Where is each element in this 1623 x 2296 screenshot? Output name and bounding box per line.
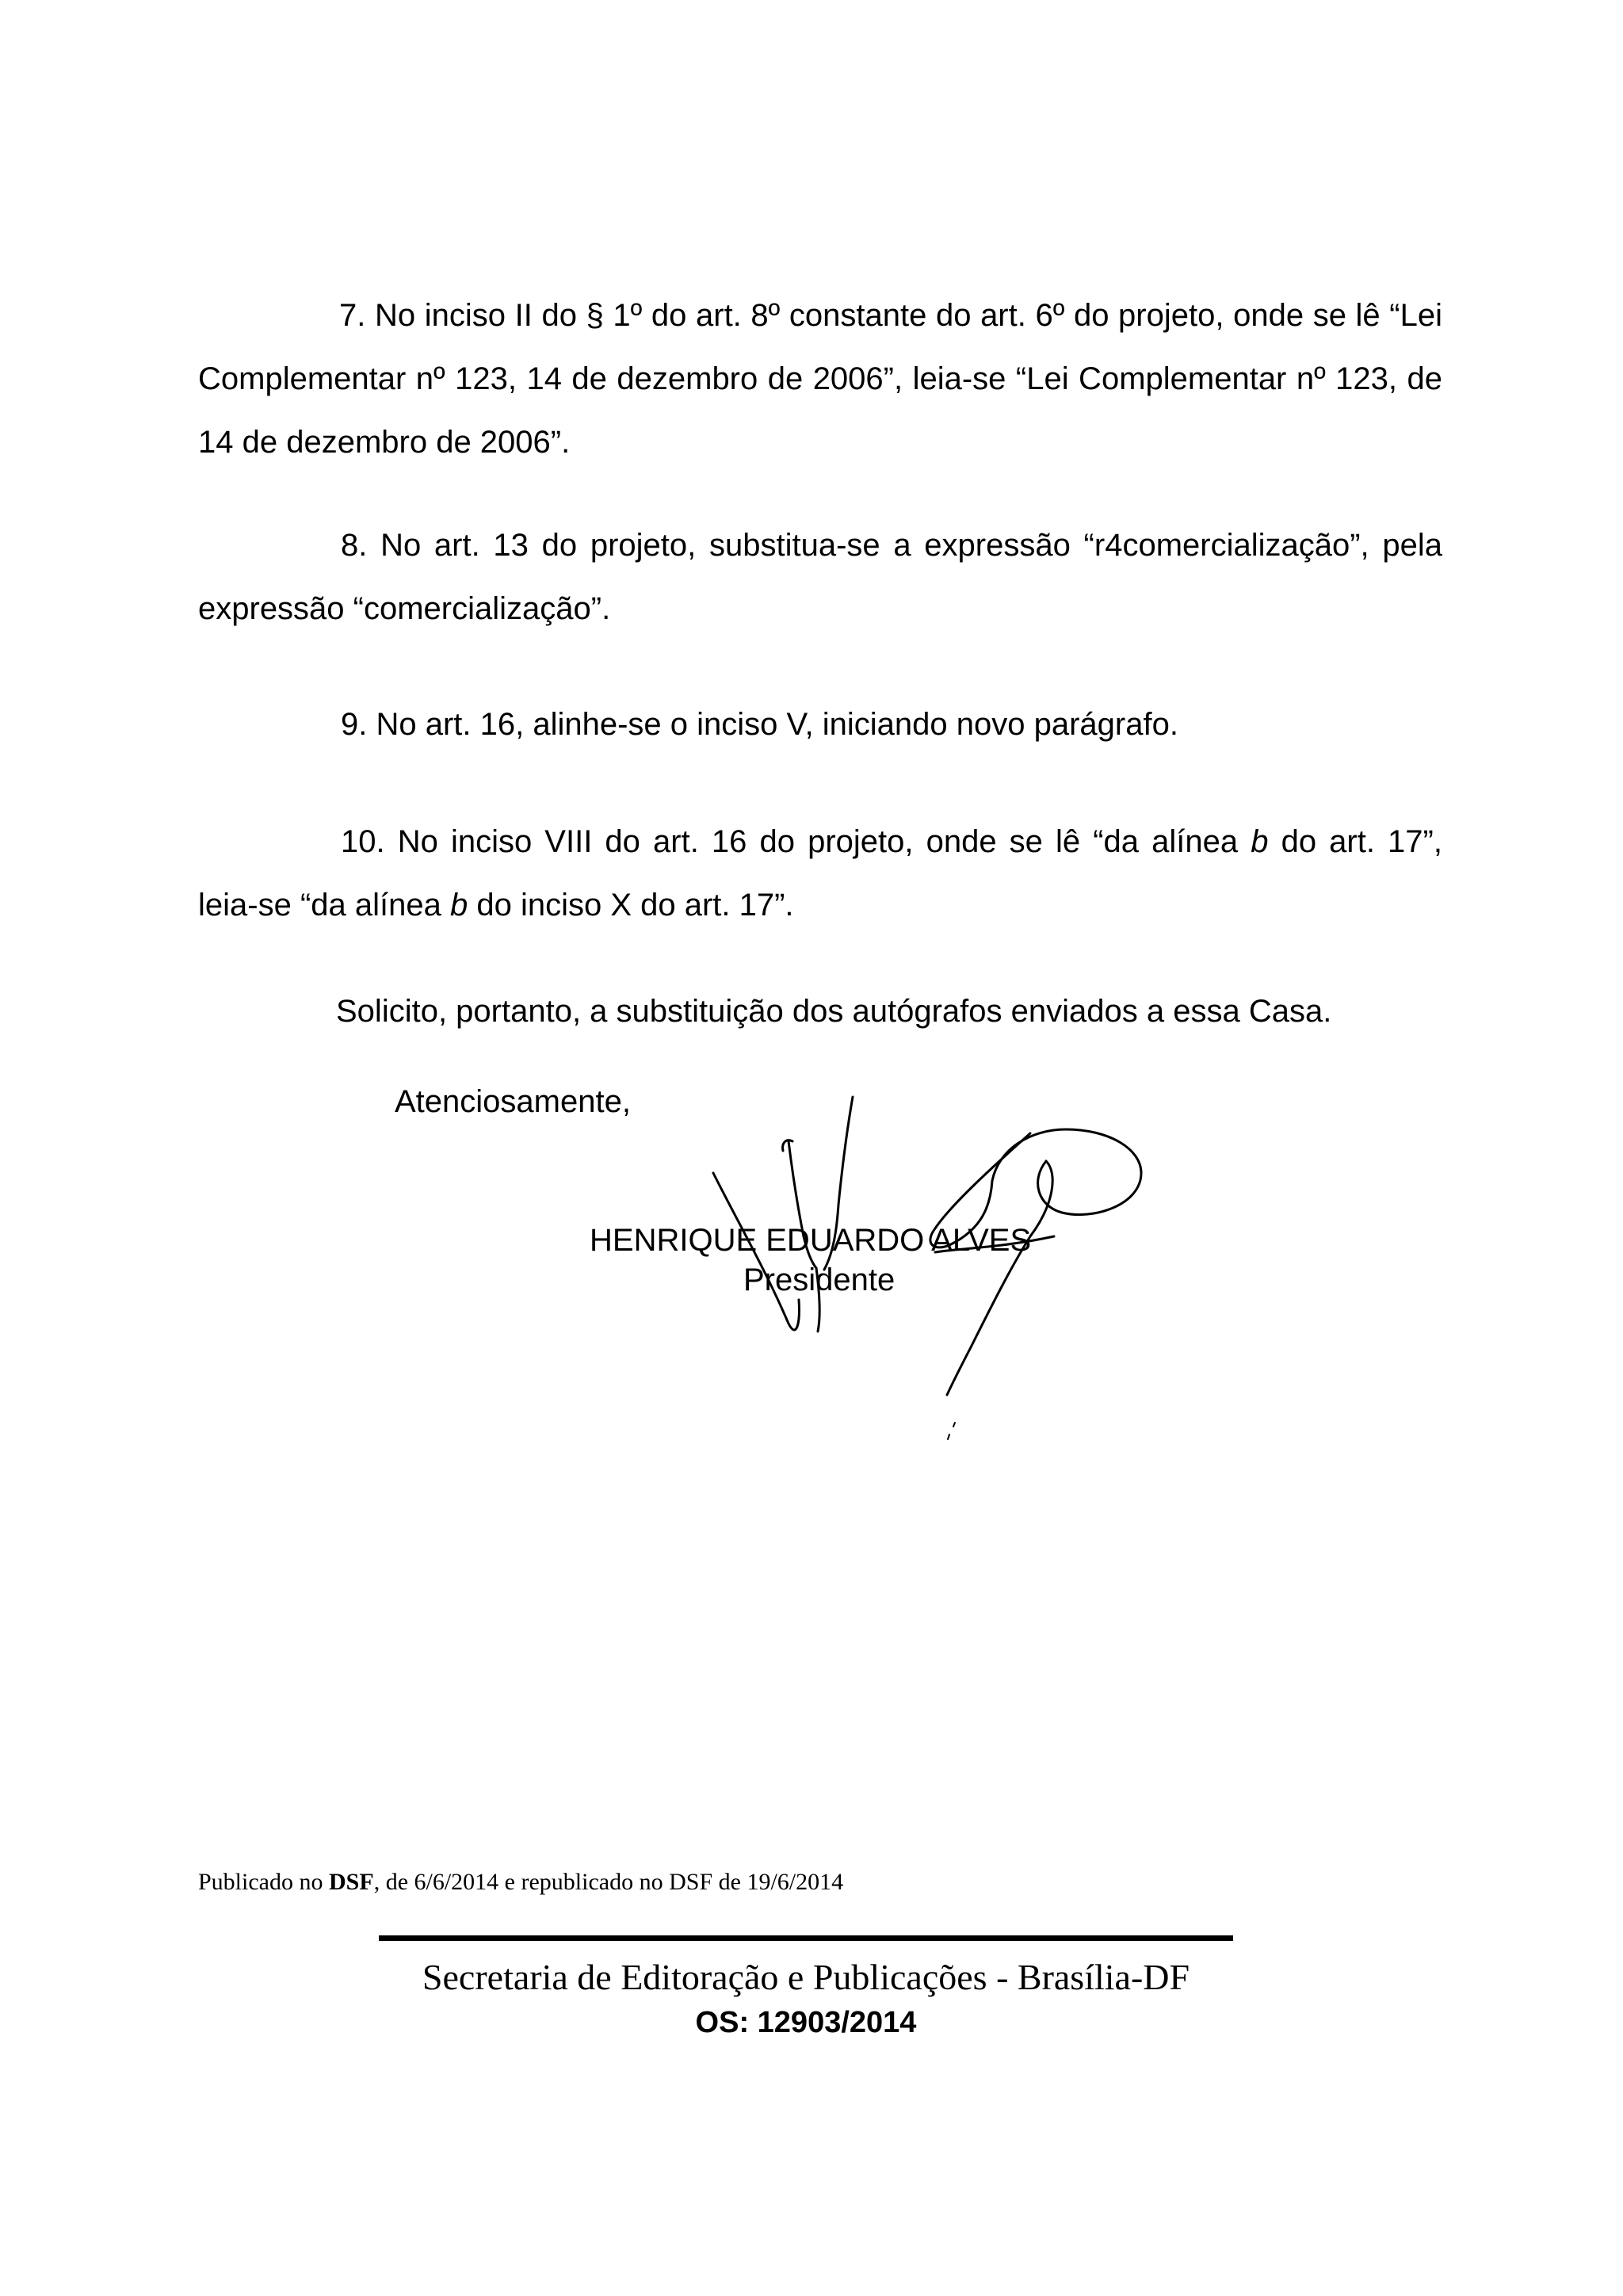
item-7	[198, 284, 1442, 474]
item-8-text: No art. 13 do projeto, substitua-se a expressão “r4comercialização”, pela expressão “comercialização”.	[198, 528, 1442, 626]
closing: Atenciosamente,	[395, 1084, 631, 1119]
handwritten-signature	[697, 1086, 1157, 1450]
item-10	[198, 810, 1442, 937]
footer-divider	[379, 1935, 1233, 1941]
item-10-text-c: do inciso X do art. 17”.	[468, 888, 794, 923]
publication-dsf: DSF	[329, 1869, 374, 1895]
request-text: Solicito, portanto, a substituição dos autógrafos enviados a essa Casa.	[336, 994, 1332, 1029]
item-8	[198, 514, 1442, 640]
item-10-emphasis-a: b	[1251, 824, 1269, 859]
item-10-text	[198, 824, 1442, 923]
secretariat-line: Secretaria de Editoração e Publicações - Brasília-DF	[422, 1957, 1190, 1997]
item-9-text: No art. 16, alinhe-se o inciso V, iniciando novo parágrafo.	[376, 707, 1178, 742]
publication-note	[198, 1866, 843, 1898]
item-9	[198, 693, 1442, 756]
item-7-number: 7.	[339, 298, 366, 333]
signatory-role: Presidente	[743, 1263, 896, 1297]
item-10-number: 10.	[341, 824, 385, 859]
item-8-number: 8.	[341, 528, 368, 563]
os-number: OS: 12903/2014	[695, 2006, 917, 2039]
item-10-emphasis-b: b	[449, 888, 468, 923]
signatory-name: HENRIQUE EDUARDO ALVES	[590, 1223, 1032, 1258]
publication-dates: , de 6/6/2014 e republicado no DSF de 19/6/2014	[373, 1869, 844, 1895]
publication-prefix: Publicado no	[198, 1869, 329, 1895]
request-paragraph	[198, 980, 1442, 1043]
item-7-text: No inciso II do § 1º do art. 8º constante do art. 6º do projeto, onde se lê “Lei Complementar nº 123, 14 de dezembro de 2006”, leia-se “Lei Complementar nº 123, de 14 de dezembro de 2006”.	[198, 298, 1442, 460]
item-9-number: 9.	[341, 707, 368, 742]
item-10-text-b: do art. 17”, leia-se “da alínea	[198, 824, 1442, 923]
item-10-text-a: No inciso VIII do art. 16 do projeto, onde se lê “da alínea	[397, 824, 1251, 859]
